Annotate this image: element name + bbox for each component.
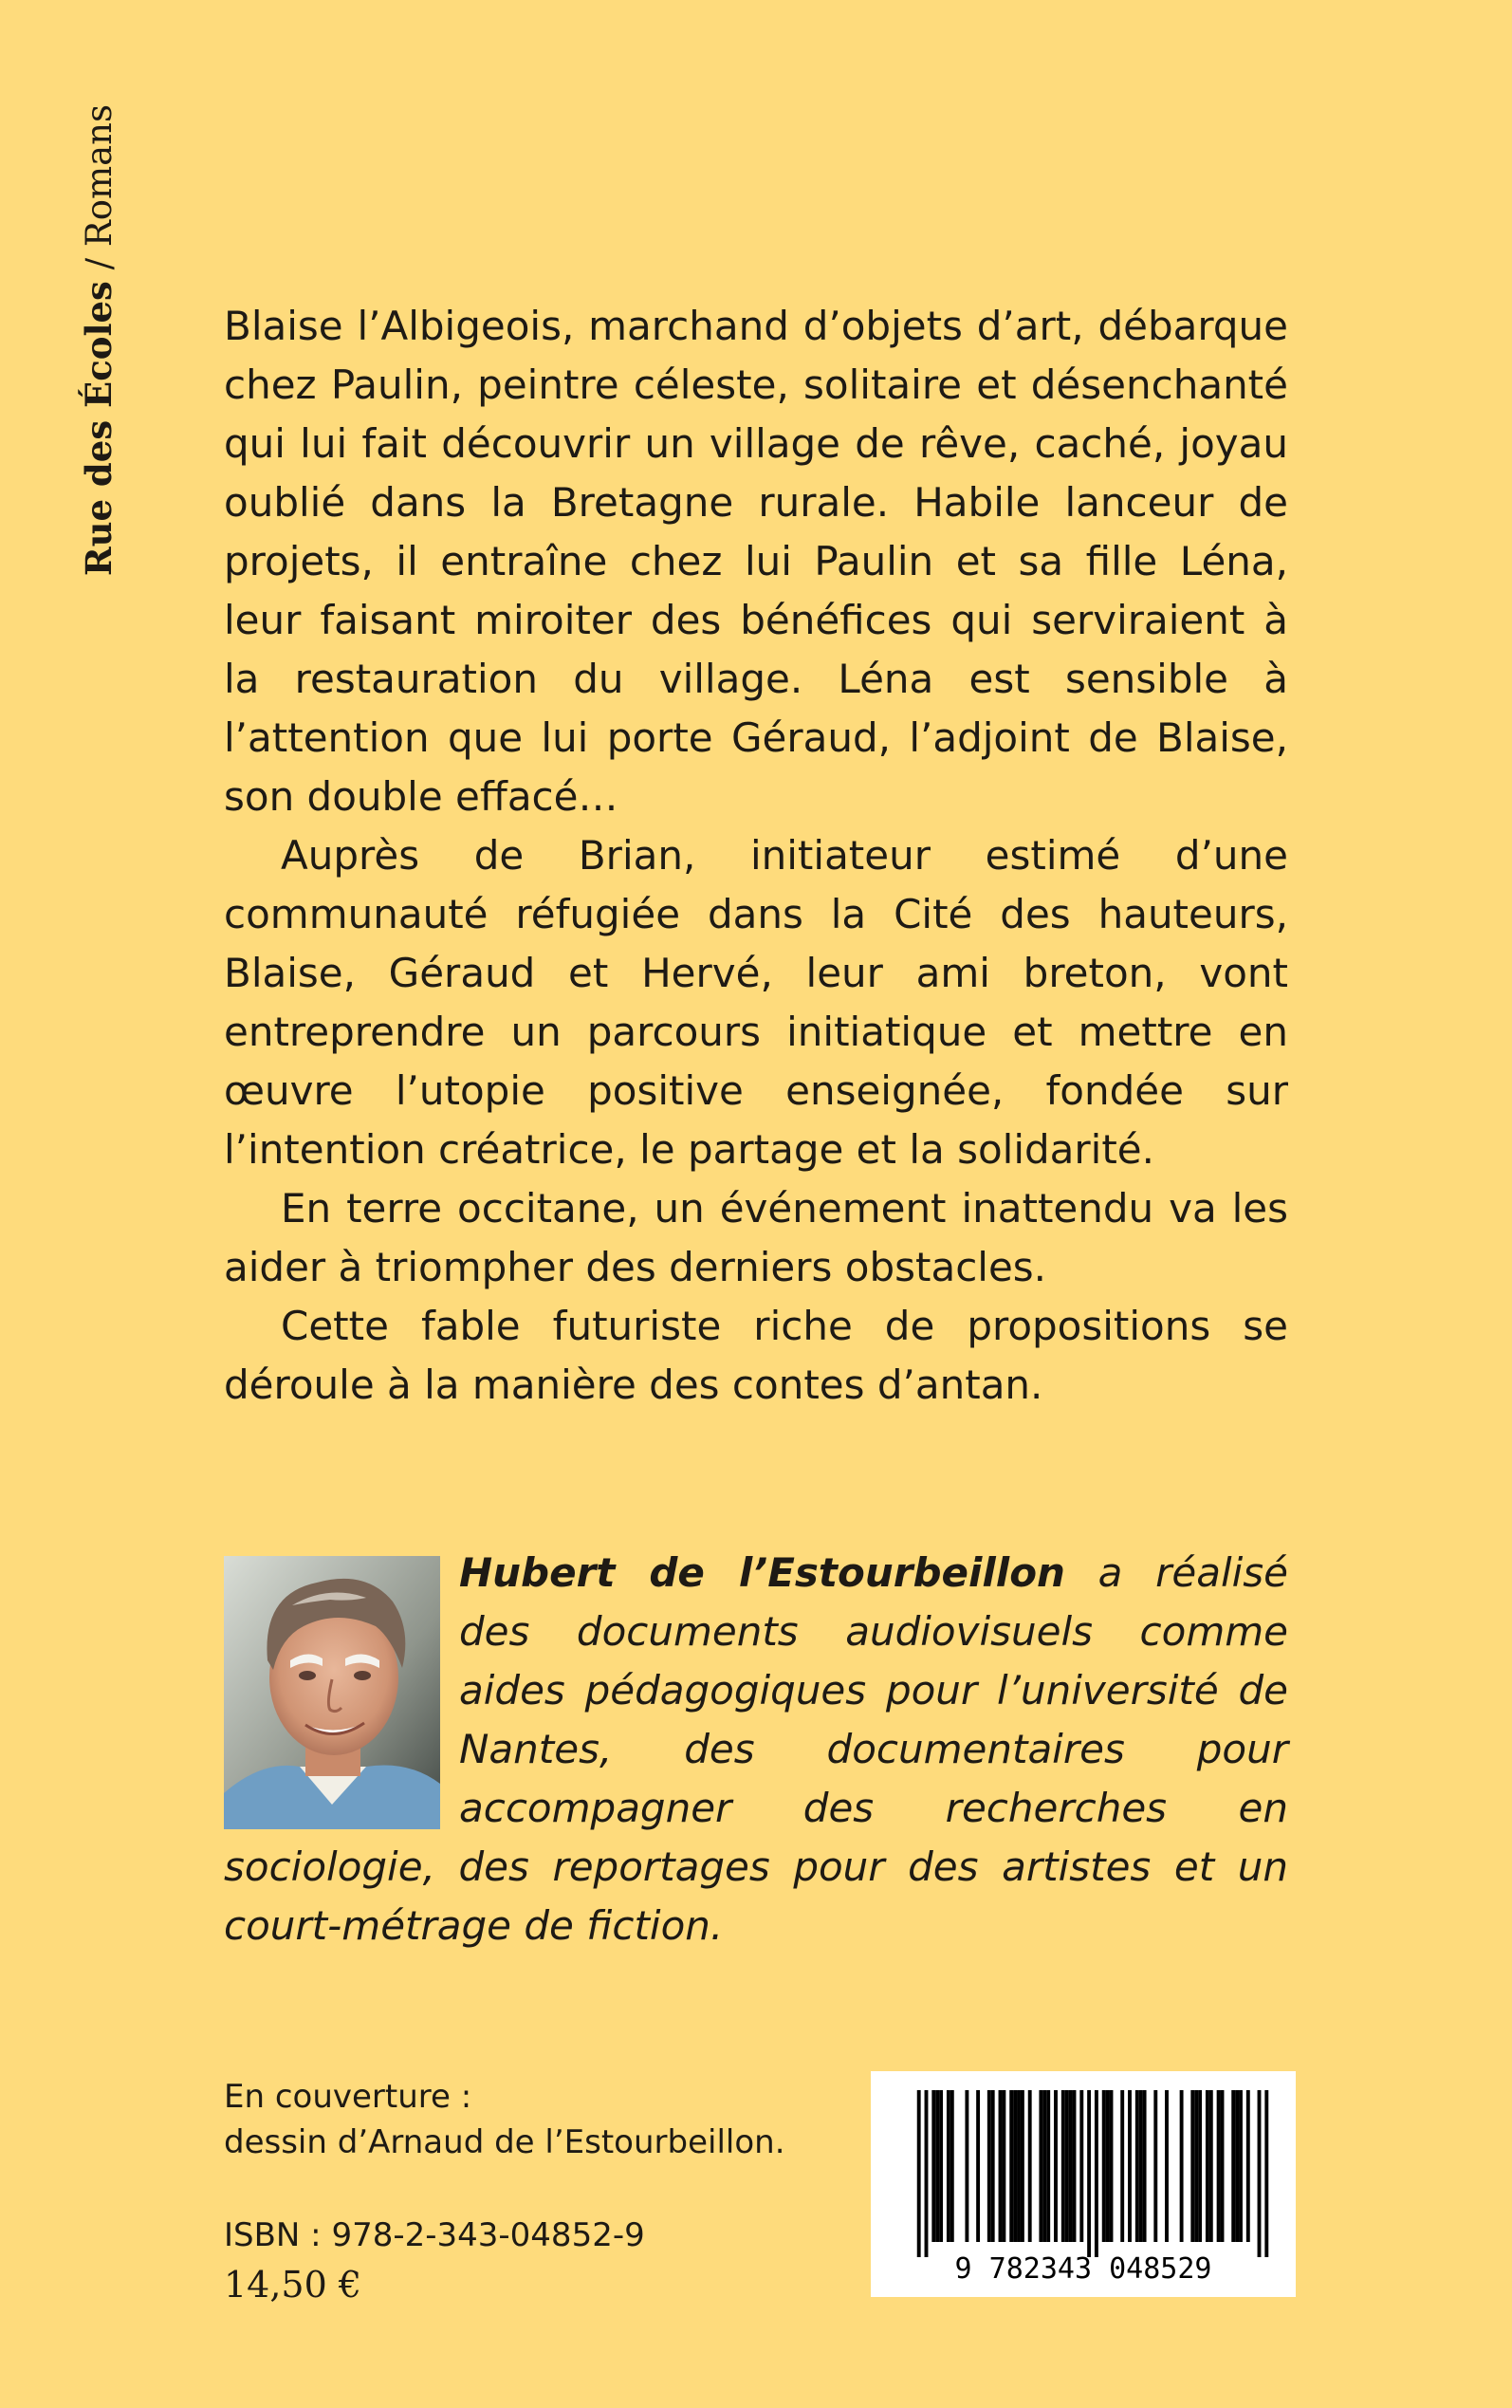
barcode-bar: [999, 2090, 1003, 2242]
series-separator: /: [79, 247, 120, 282]
barcode-bar: [1079, 2090, 1083, 2242]
barcode-bar: [1217, 2090, 1221, 2242]
barcode-bar: [1065, 2090, 1069, 2242]
barcode-bar: [1180, 2090, 1184, 2242]
barcode-bar: [1013, 2090, 1017, 2242]
barcode-bar: [931, 2090, 935, 2242]
cover-credits: [224, 2074, 785, 2165]
barcode-bar: [1061, 2090, 1065, 2242]
barcode-bar: [1194, 2090, 1198, 2242]
barcode-bar: [976, 2090, 980, 2242]
barcode-bar: [1069, 2090, 1073, 2242]
author-name: Hubert de l’Estourbeillon: [459, 1549, 1065, 1596]
barcode-bar: [950, 2090, 954, 2242]
barcode-bar: [1002, 2090, 1005, 2242]
barcode-bar: [1231, 2090, 1235, 2242]
barcode-bar: [939, 2090, 943, 2242]
barcode-bar: [1209, 2090, 1213, 2242]
barcode-bar: [1054, 2090, 1058, 2242]
isbn: ISBN : 978-2-343-04852-9: [224, 2216, 645, 2254]
barcode-bar: [925, 2090, 929, 2257]
barcode-bar: [1021, 2090, 1024, 2242]
barcode-bar: [991, 2090, 995, 2242]
barcode-bar: [1046, 2090, 1050, 2242]
barcode-bar: [1102, 2090, 1106, 2242]
barcode-bar: [1264, 2090, 1268, 2257]
barcode-bar: [1073, 2090, 1077, 2242]
barcode-image: [871, 2071, 1296, 2297]
barcode-bar: [1110, 2090, 1114, 2242]
blurb-paragraph-2: Auprès de Brian, initiateur estimé d’une communauté réfugiée dans la Cité des hauteurs, Blaise, Géraud et Hervé, leur ami breton, vont entreprendre un parcours initiatique et mettre en œuvre l’utopie positive enseignée, fondée sur l’intention créatrice, le partage et la solidarité.: [224, 832, 1288, 1173]
barcode-bars: [917, 2090, 1269, 2257]
barcode-bar: [1235, 2090, 1239, 2242]
barcode-bar: [935, 2090, 939, 2242]
barcode-bar: [1190, 2090, 1194, 2242]
barcode-bar: [1153, 2090, 1157, 2242]
barcode-bar: [1246, 2090, 1250, 2242]
barcode-bar: [987, 2090, 991, 2242]
barcode-bar: [1095, 2090, 1098, 2257]
barcode-bar: [1221, 2090, 1225, 2242]
barcode-bar: [1258, 2090, 1262, 2257]
barcode: [871, 2071, 1296, 2297]
barcode-bar: [947, 2090, 950, 2242]
barcode-bar: [1039, 2090, 1042, 2242]
spine-label: [61, 104, 137, 617]
barcode-bar: [1106, 2090, 1110, 2242]
barcode-bar: [1128, 2090, 1132, 2242]
photo-spacer: [224, 1544, 459, 1830]
barcode-bar: [1206, 2090, 1209, 2242]
barcode-bar: [1042, 2090, 1046, 2242]
book-blurb: [224, 297, 1288, 1415]
cover-credit-line-1: En couverture :: [224, 2078, 472, 2116]
barcode-bar: [1239, 2090, 1243, 2242]
barcode-bar: [1198, 2090, 1202, 2242]
barcode-bar: [1017, 2090, 1021, 2242]
collection-name: Romans: [79, 104, 120, 248]
author-bio: [224, 1544, 1288, 1955]
barcode-bar: [965, 2090, 968, 2242]
blurb-paragraph-4: Cette fable futuriste riche de propositions se déroule à la manière des contes d’antan.: [224, 1303, 1288, 1408]
barcode-bar: [1120, 2090, 1124, 2242]
barcode-bar: [1139, 2090, 1143, 2242]
barcode-digits: 9 782343 048529: [954, 2252, 1212, 2286]
author-bio-text: a réalisé des documents audiovisuels comme aides pédagogiques pour l’université de Nantes, des documentaires pour accompagner des recherches en sociologie, des reportages pour des artistes et un court-métrage de fiction.: [224, 1549, 1289, 1949]
barcode-bar: [1165, 2090, 1169, 2242]
blurb-paragraph-1: Blaise l’Albigeois, marchand d’objets d’art, débarque chez Paulin, peintre céleste, solitaire et désenchanté qui lui fait découvrir un village de rêve, caché, joyau oublié dans la Bretagne rurale. Habile lanceur de projets, il entraîne chez lui Paulin et sa fille Léna, leur faisant miroiter des bénéfices qui serviraient à la restauration du village. Léna est sensible à l’attention que lui porte Géraud, l’adjoint de Blaise, son double effacé…: [224, 303, 1288, 820]
series-name: Rue des Écoles: [78, 281, 120, 577]
barcode-bar: [1028, 2090, 1032, 2242]
barcode-bar: [1009, 2090, 1013, 2242]
price: 14,50 €: [224, 2264, 362, 2306]
barcode-bar: [917, 2090, 921, 2257]
spine-text: [61, 104, 138, 617]
barcode-bar: [1135, 2090, 1139, 2242]
cover-credit-line-2: dessin d’Arnaud de l’Estourbeillon.: [224, 2123, 785, 2161]
barcode-bar: [1087, 2090, 1091, 2257]
blurb-paragraph-3: En terre occitane, un événement inattendu va les aider à triompher des derniers obstacles.: [224, 1185, 1288, 1290]
barcode-bar: [1143, 2090, 1147, 2242]
